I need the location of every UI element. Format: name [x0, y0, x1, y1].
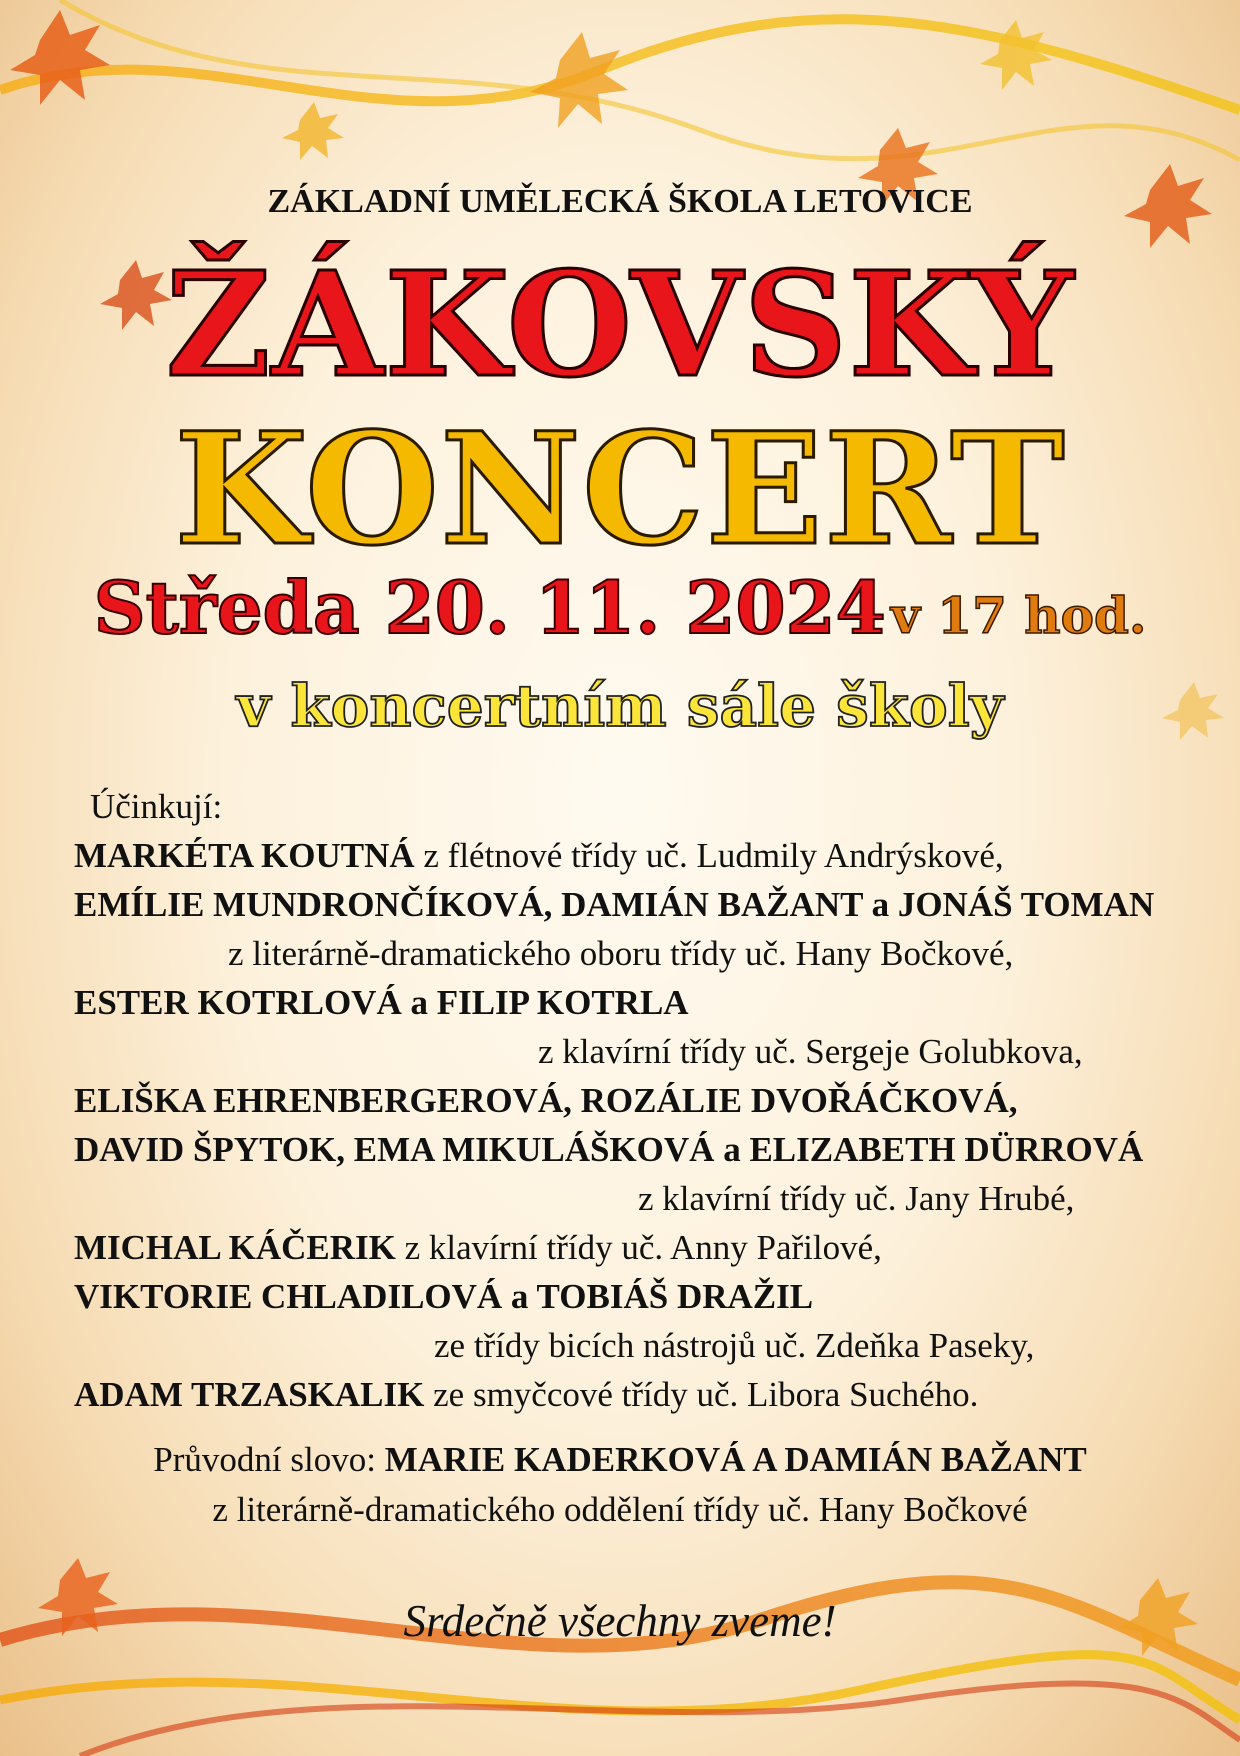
performer-line: ze třídy bicích nástrojů uč. Zdeňka Paseky,	[434, 1326, 1035, 1365]
performer-line: z literárně-dramatického oboru třídy uč. Hany Bočkové,	[228, 934, 1014, 973]
date-text: Středa 20. 11. 2024	[93, 565, 886, 650]
invitation: Srdečně všechny zveme!	[403, 1596, 837, 1646]
performer-line: DAVID ŠPYTOK, EMA MIKULÁŠKOVÁ a ELIZABETH DÜRROVÁ	[74, 1130, 1144, 1169]
narration-desc: z literárně-dramatického oddělení třídy uč. Hany Bočkové	[212, 1490, 1028, 1529]
performer-line: ADAM TRZASKALIK ze smyčcové třídy uč. Libora Suchého.	[74, 1375, 979, 1414]
venue: v koncertním sále školy	[236, 672, 1004, 740]
performer-line: VIKTORIE CHLADILOVÁ a TOBIÁŠ DRAŽIL	[74, 1277, 814, 1316]
performer-line: EMÍLIE MUNDRONČÍKOVÁ, DAMIÁN BAŽANT a JONÁŠ TOMAN	[74, 885, 1155, 924]
narration-line: Průvodní slovo: MARIE KADERKOVÁ A DAMIÁN BAŽANT	[153, 1440, 1087, 1479]
performer-line: MARKÉTA KOUTNÁ z flétnové třídy uč. Ludmily Andrýskové,	[74, 836, 1004, 875]
performer-line: z klavírní třídy uč. Sergeje Golubkova,	[538, 1032, 1083, 1071]
title-line-1: ŽÁKOVSKÝ	[165, 240, 1075, 409]
performers-heading: Účinkují:	[90, 787, 223, 826]
event-date	[0, 565, 1240, 650]
performer-line: ELIŠKA EHRENBERGEROVÁ, ROZÁLIE DVOŘÁČKOVÁ,	[74, 1081, 1018, 1120]
title-line-2: KONCERT	[174, 399, 1066, 580]
performer-line: MICHAL KÁČERIK z klavírní třídy uč. Anny Pařilové,	[74, 1228, 882, 1267]
performer-line: z klavírní třídy uč. Jany Hrubé,	[638, 1179, 1075, 1218]
performer-line: ESTER KOTRLOVÁ a FILIP KOTRLA	[74, 983, 689, 1022]
school-name: ZÁKLADNÍ UMĚLECKÁ ŠKOLA LETOVICE	[267, 183, 973, 220]
time-text: v 17 hod.	[890, 586, 1147, 645]
